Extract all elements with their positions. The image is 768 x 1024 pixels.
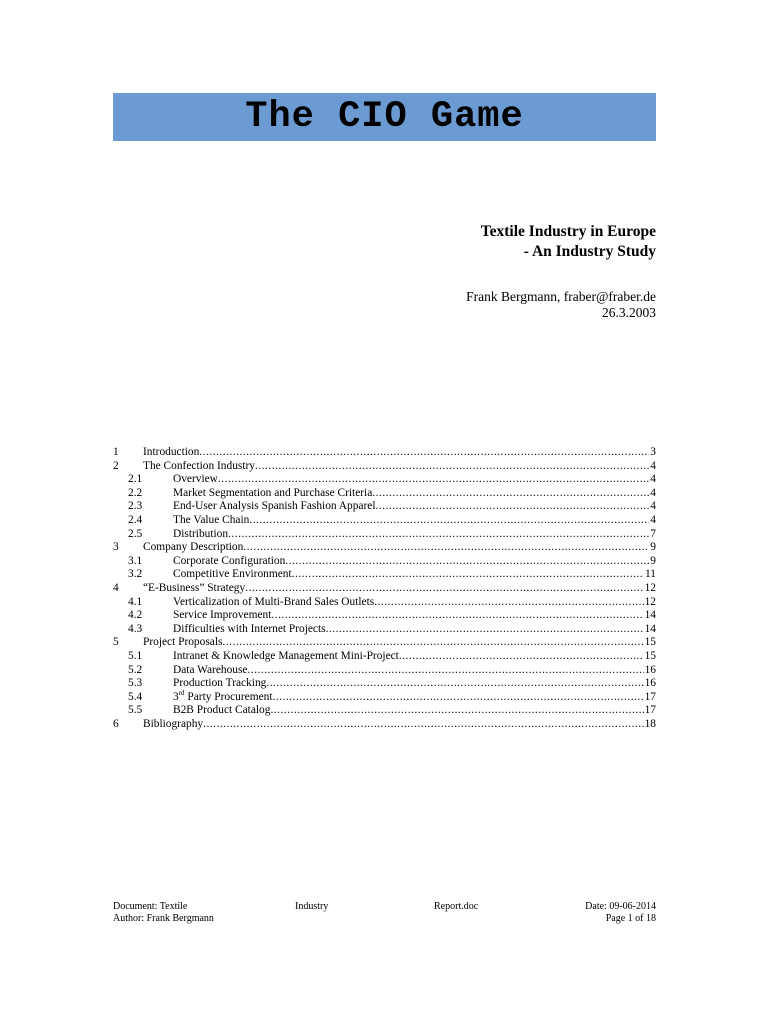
toc-entry-page: 4 bbox=[650, 486, 656, 499]
toc-entry-title: Difficulties with Internet Projects bbox=[173, 622, 326, 635]
toc-entry[interactable] bbox=[113, 596, 656, 610]
toc-dot-leader bbox=[243, 541, 649, 555]
toc-entry[interactable] bbox=[113, 514, 656, 528]
toc-entry-page: 17 bbox=[644, 704, 656, 717]
toc-entry-number: 5.1 bbox=[128, 649, 143, 662]
toc-entry[interactable] bbox=[113, 623, 656, 637]
footer-author: Author: Frank Bergmann bbox=[113, 913, 214, 924]
toc-entry-page: 12 bbox=[644, 581, 656, 594]
toc-entry[interactable] bbox=[113, 650, 656, 664]
toc-entry[interactable] bbox=[113, 473, 656, 487]
toc-dot-leader bbox=[399, 650, 644, 664]
toc-entry[interactable] bbox=[113, 677, 656, 691]
toc-entry-number: 2.2 bbox=[128, 486, 143, 499]
toc-entry-number: 3 bbox=[113, 541, 119, 554]
toc-dot-leader bbox=[266, 677, 643, 691]
toc-dot-leader bbox=[203, 718, 643, 732]
toc-entry-page: 4 bbox=[650, 459, 656, 472]
toc-entry[interactable] bbox=[113, 688, 656, 705]
title-banner bbox=[113, 93, 656, 141]
toc-entry-page: 3 bbox=[650, 446, 656, 458]
subtitle-line-1: Textile Industry in Europe bbox=[480, 223, 656, 240]
toc-dot-leader bbox=[218, 473, 649, 487]
toc-entry-title: Project Proposals bbox=[143, 636, 223, 649]
toc-entry-title: Introduction bbox=[143, 446, 200, 458]
subtitle-block bbox=[481, 222, 656, 262]
toc-dot-leader bbox=[292, 568, 644, 582]
toc-entry[interactable] bbox=[113, 704, 656, 718]
toc-entry-number: 2.1 bbox=[128, 473, 143, 486]
toc-entry-page: 9 bbox=[650, 554, 656, 567]
toc-entry-number: 5 bbox=[113, 636, 119, 649]
toc-entry-number: 5.4 bbox=[128, 690, 143, 703]
page-footer bbox=[113, 901, 656, 925]
toc-entry-number: 3.1 bbox=[128, 554, 143, 567]
toc-entry-page: 14 bbox=[644, 622, 656, 635]
toc-entry[interactable] bbox=[113, 487, 656, 501]
toc-entry-title: Service Improvement bbox=[173, 609, 272, 622]
toc-dot-leader bbox=[247, 664, 643, 678]
toc-entry-title: Production Tracking bbox=[173, 677, 267, 690]
toc-entry-number: 3.2 bbox=[128, 568, 143, 581]
toc-dot-leader bbox=[285, 555, 649, 569]
toc-dot-leader bbox=[372, 487, 649, 501]
toc-entry[interactable] bbox=[113, 664, 656, 678]
toc-dot-leader bbox=[271, 609, 643, 623]
toc-dot-leader bbox=[270, 704, 643, 718]
document-title: The CIO Game bbox=[245, 96, 524, 138]
toc-entry-number: 4 bbox=[113, 581, 119, 594]
toc-entry-title: Distribution bbox=[173, 527, 229, 540]
toc-entry[interactable] bbox=[113, 636, 656, 650]
toc-entry-page: 15 bbox=[644, 636, 656, 649]
toc-entry-number: 6 bbox=[113, 717, 119, 730]
toc-entry[interactable] bbox=[113, 528, 656, 542]
toc-entry-title: 3rd Party Procurement bbox=[173, 688, 273, 703]
toc-dot-leader bbox=[199, 446, 649, 460]
toc-entry-page: 4 bbox=[650, 513, 656, 526]
footer-date: Date: 09-06-2014 bbox=[585, 901, 656, 912]
toc-entry-number: 2.5 bbox=[128, 527, 143, 540]
toc-entry-page: 14 bbox=[644, 609, 656, 622]
toc-entry-number: 4.1 bbox=[128, 595, 143, 608]
toc-entry[interactable] bbox=[113, 541, 656, 555]
toc-entry-title: Verticalization of Multi-Brand Sales Outlets bbox=[173, 595, 375, 608]
author-block bbox=[466, 289, 656, 321]
toc-dot-leader bbox=[375, 500, 649, 514]
toc-entry-title: Market Segmentation and Purchase Criteria bbox=[173, 486, 373, 499]
toc-entry-number: 5.3 bbox=[128, 677, 143, 690]
toc-entry[interactable] bbox=[113, 555, 656, 569]
toc-entry[interactable] bbox=[113, 568, 656, 582]
toc-entry-number: 2.4 bbox=[128, 513, 143, 526]
toc-entry-number: 4.3 bbox=[128, 622, 143, 635]
toc-dot-leader bbox=[326, 623, 644, 637]
toc-entry-title: Intranet & Knowledge Management Mini-Project bbox=[173, 649, 399, 662]
toc-entry-title: The Value Chain bbox=[173, 513, 250, 526]
toc-entry-number: 5.5 bbox=[128, 704, 143, 717]
toc-dot-leader bbox=[273, 691, 644, 705]
toc-entry-page: 18 bbox=[644, 717, 656, 730]
table-of-contents bbox=[113, 446, 656, 731]
toc-entry-title: B2B Product Catalog bbox=[173, 704, 271, 717]
toc-entry-title: Competitive Environment bbox=[173, 568, 292, 581]
toc-dot-leader bbox=[374, 596, 643, 610]
toc-entry[interactable] bbox=[113, 446, 656, 460]
toc-entry-title: Bibliography bbox=[143, 717, 204, 730]
toc-entry-title: Corporate Configuration bbox=[173, 554, 286, 567]
toc-entry-number: 4.2 bbox=[128, 609, 143, 622]
toc-entry-title: “E-Business” Strategy bbox=[143, 581, 246, 594]
toc-entry-title: Overview bbox=[173, 473, 218, 486]
toc-entry-title: The Confection Industry bbox=[143, 459, 255, 472]
toc-entry-page: 11 bbox=[645, 568, 656, 581]
footer-page-number: Page 1 of 18 bbox=[605, 913, 656, 924]
toc-entry-page: 4 bbox=[650, 500, 656, 513]
toc-entry-page: 12 bbox=[644, 595, 656, 608]
toc-entry-page: 7 bbox=[650, 527, 656, 540]
toc-entry-number: 1 bbox=[113, 446, 119, 458]
toc-entry-title: Data Warehouse bbox=[173, 663, 248, 676]
toc-dot-leader bbox=[245, 582, 643, 596]
toc-entry-page: 15 bbox=[644, 649, 656, 662]
toc-entry-title: Company Description bbox=[143, 541, 244, 554]
author-name-email: Frank Bergmann, fraber@fraber.de bbox=[466, 289, 656, 304]
toc-entry[interactable] bbox=[113, 582, 656, 596]
toc-entry[interactable] bbox=[113, 718, 656, 732]
subtitle-line-2: - An Industry Study bbox=[523, 243, 656, 260]
footer-industry: Industry bbox=[295, 901, 329, 912]
toc-entry[interactable] bbox=[113, 609, 656, 623]
toc-entry[interactable] bbox=[113, 460, 656, 474]
footer-document-label: Document: Textile bbox=[113, 901, 188, 912]
toc-entry-number: 2.3 bbox=[128, 500, 143, 513]
toc-dot-leader bbox=[228, 528, 649, 542]
toc-entry-page: 9 bbox=[650, 541, 656, 554]
toc-entry-page: 17 bbox=[644, 690, 656, 703]
toc-dot-leader bbox=[249, 514, 649, 528]
toc-entry-title: End-User Analysis Spanish Fashion Apparel bbox=[173, 500, 376, 513]
toc-dot-leader bbox=[222, 636, 643, 650]
toc-entry-number: 2 bbox=[113, 459, 119, 472]
toc-dot-leader bbox=[255, 460, 649, 474]
footer-report: Report.doc bbox=[434, 901, 479, 912]
toc-entry[interactable] bbox=[113, 500, 656, 514]
toc-entry-page: 4 bbox=[650, 473, 656, 486]
toc-entry-page: 16 bbox=[644, 677, 656, 690]
toc-entry-page: 16 bbox=[644, 663, 656, 676]
toc-entry-number: 5.2 bbox=[128, 663, 143, 676]
document-date: 26.3.2003 bbox=[602, 305, 656, 320]
